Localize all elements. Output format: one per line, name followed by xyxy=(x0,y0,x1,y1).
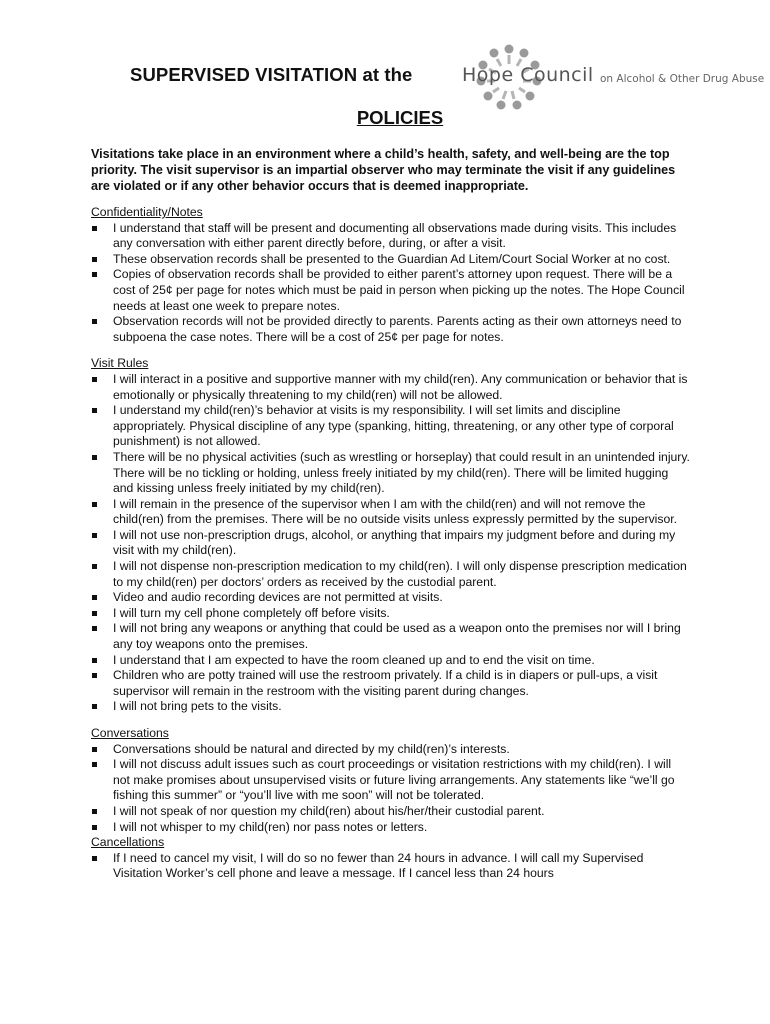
section-conversations xyxy=(91,726,691,835)
list-item: If I need to cancel my visit, I will do so no fewer than 24 hours in advance. I will call my Supervised Visitation Worker’s cell phone and leave a message. If I cancel less than 24 hours xyxy=(91,851,691,882)
list-item: I will not dispense non-prescription medication to my child(ren). I will only dispense prescription medication to my child(ren) per doctors’ orders as received by the custodial parent. xyxy=(91,559,691,590)
list-item: I will not bring any weapons or anything that could be used as a weapon onto the premises nor will I bring any toy weapons onto the premises. xyxy=(91,621,691,652)
section-heading: Cancellations xyxy=(91,835,165,850)
list-item: I will not discuss adult issues such as court proceedings or visitation restrictions with my child(ren). I will not make promises about unsupervised visits or future living arrangements. Any statements like “we’ll go fishing this summer” or “you’ll live with me soon” will not be tolerated. xyxy=(91,757,691,804)
list-item: Observation records will not be provided directly to parents. Parents acting as their own attorneys need to subpoena the case notes. There will be a cost of 25¢ per page for notes. xyxy=(91,314,691,345)
section-confidentiality xyxy=(91,205,691,345)
section-heading: Visit Rules xyxy=(91,356,149,371)
bullet-list xyxy=(91,742,691,836)
policies-heading-text: POLICIES xyxy=(356,107,444,128)
list-item: I will not bring pets to the visits. xyxy=(91,699,691,715)
list-item: I understand that I am expected to have the room cleaned up and to end the visit on time. xyxy=(91,653,691,669)
list-item: I will not speak of nor question my child(ren) about his/her/their custodial parent. xyxy=(91,804,691,820)
list-item: Video and audio recording devices are not permitted at visits. xyxy=(91,590,691,606)
list-item: There will be no physical activities (such as wrestling or horseplay) that could result in an unintended injury. There will be no tickling or holding, unless freely initiated by my child(ren). There will be limited hugging and kissing unless freely initiated by my child(ren). xyxy=(91,450,691,497)
list-item: I will interact in a positive and supportive manner with my child(ren). Any communication or behavior that is emotionally or physically threatening to my child(ren) will not be allowed. xyxy=(91,372,691,403)
section-visit-rules xyxy=(91,356,691,715)
section-cancellations xyxy=(91,835,691,882)
bullet-list xyxy=(91,851,691,882)
intro-paragraph: Visitations take place in an environment where a child’s health, safety, and well-being are the top priority. The visit supervisor is an impartial observer who may terminate the visit if any guidelines are violated or if any other behavior occurs that is deemed inappropriate. xyxy=(91,147,676,193)
list-item: I will remain in the presence of the supervisor when I am with the child(ren) and will not remove the child(ren) from the premises. There will be no outside visits unless expressly permitted by the supervisor. xyxy=(91,497,691,528)
document-title: SUPERVISED VISITATION at the xyxy=(130,64,413,85)
list-item: I understand that staff will be present and documenting all observations made during visits. This includes any conversation with either parent directly before, during, or after a visit. xyxy=(91,221,691,252)
document-body xyxy=(91,146,691,882)
list-item: I will not whisper to my child(ren) nor pass notes or letters. xyxy=(91,820,691,836)
list-item: These observation records shall be presented to the Guardian Ad Litem/Court Social Worker at no cost. xyxy=(91,252,691,268)
section-heading: Confidentiality/Notes xyxy=(91,205,203,219)
list-item: I will not use non-prescription drugs, alcohol, or anything that impairs my judgment before and during my visit with my child(ren). xyxy=(91,528,691,559)
list-item: I will turn my cell phone completely off before visits. xyxy=(91,606,691,622)
hope-council-logo xyxy=(462,42,765,114)
bullet-list xyxy=(91,372,691,715)
list-item: I understand my child(ren)’s behavior at visits is my responsibility. I will set limits and discipline appropriately. Physical discipline of any type (spanking, hitting, threatening, or any other type of corporal punishment) is not allowed. xyxy=(91,403,691,450)
list-item: Conversations should be natural and directed by my child(ren)’s interests. xyxy=(91,742,691,758)
section-heading: Conversations xyxy=(91,726,169,740)
policies-heading xyxy=(0,107,770,129)
bullet-list xyxy=(91,221,691,346)
logo-name: Hope Council xyxy=(462,64,594,86)
logo-tagline: on Alcohol & Other Drug Abuse xyxy=(600,73,765,85)
list-item: Children who are potty trained will use the restroom privately. If a child is in diapers or pull-ups, a visit supervisor will remain in the restroom with the visiting parent during changes. xyxy=(91,668,691,699)
list-item: Copies of observation records shall be provided to either parent’s attorney upon request. There will be a cost of 25¢ per page for notes which must be paid in person when picking up the notes. The Hope Council needs at least one week to prepare notes. xyxy=(91,267,691,314)
